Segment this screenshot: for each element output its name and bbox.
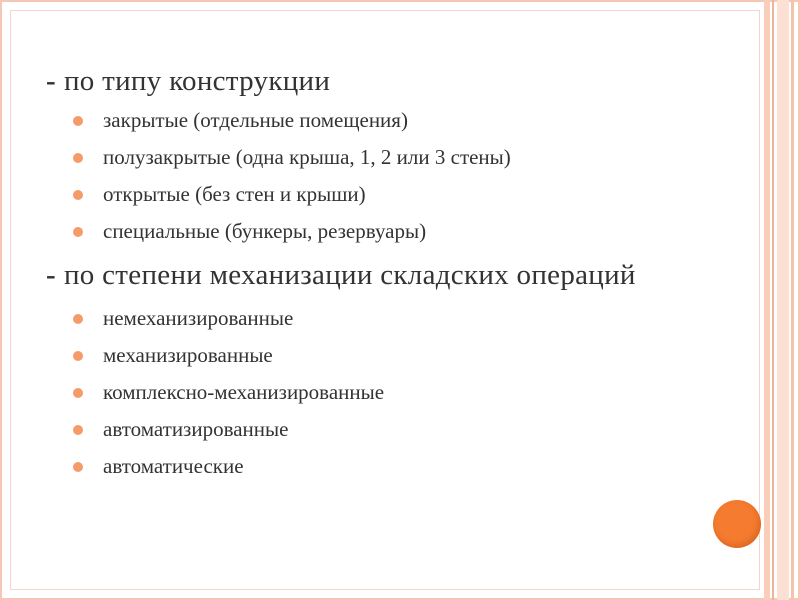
slide-content: [46, 62, 746, 485]
decorative-stripe: [764, 0, 770, 600]
list-item-text: открытые (без стен и крыши): [103, 182, 366, 206]
bullet-dot-icon: [73, 190, 83, 200]
list-item-text: полузакрытые (одна крыша, 1, 2 или 3 стены): [103, 145, 511, 169]
list-item: [46, 411, 746, 448]
bullet-list: [46, 102, 746, 250]
bullet-dot-icon: [73, 462, 83, 472]
decorative-stripe: [791, 0, 794, 600]
list-item: [46, 448, 746, 485]
section-heading: [46, 256, 746, 294]
decorative-stripe: [772, 0, 774, 600]
list-item-text: немеханизированные: [103, 306, 294, 330]
dash-marker: -: [46, 259, 56, 291]
list-item: [46, 337, 746, 374]
bullet-dot-icon: [73, 153, 83, 163]
section-heading: [46, 62, 746, 100]
list-item-text: специальные (бункеры, резервуары): [103, 219, 427, 243]
bullet-dot-icon: [73, 388, 83, 398]
bullet-dot-icon: [73, 116, 83, 126]
section-construction-type: [46, 62, 746, 250]
decorative-stripe: [777, 0, 789, 600]
bullet-dot-icon: [73, 351, 83, 361]
list-item: [46, 300, 746, 337]
list-item: [46, 374, 746, 411]
section-heading-text: по степени механизации складских операций: [63, 259, 636, 291]
bullet-dot-icon: [73, 227, 83, 237]
list-item: [46, 102, 746, 139]
list-item-text: автоматизированные: [103, 417, 289, 441]
list-item: [46, 139, 746, 176]
orange-circle-icon: [713, 500, 761, 548]
section-heading-text: по типу конструкции: [63, 65, 331, 97]
bullet-list: [46, 300, 746, 485]
dash-marker: -: [46, 65, 56, 97]
list-item-text: автоматические: [103, 454, 244, 478]
bullet-dot-icon: [73, 314, 83, 324]
list-item-text: комплексно-механизированные: [103, 380, 385, 404]
bullet-dot-icon: [73, 425, 83, 435]
list-item: [46, 176, 746, 213]
list-item-text: закрытые (отдельные помещения): [103, 108, 408, 132]
list-item-text: механизированные: [103, 343, 273, 367]
list-item: [46, 213, 746, 250]
section-mechanization-level: [46, 256, 746, 485]
